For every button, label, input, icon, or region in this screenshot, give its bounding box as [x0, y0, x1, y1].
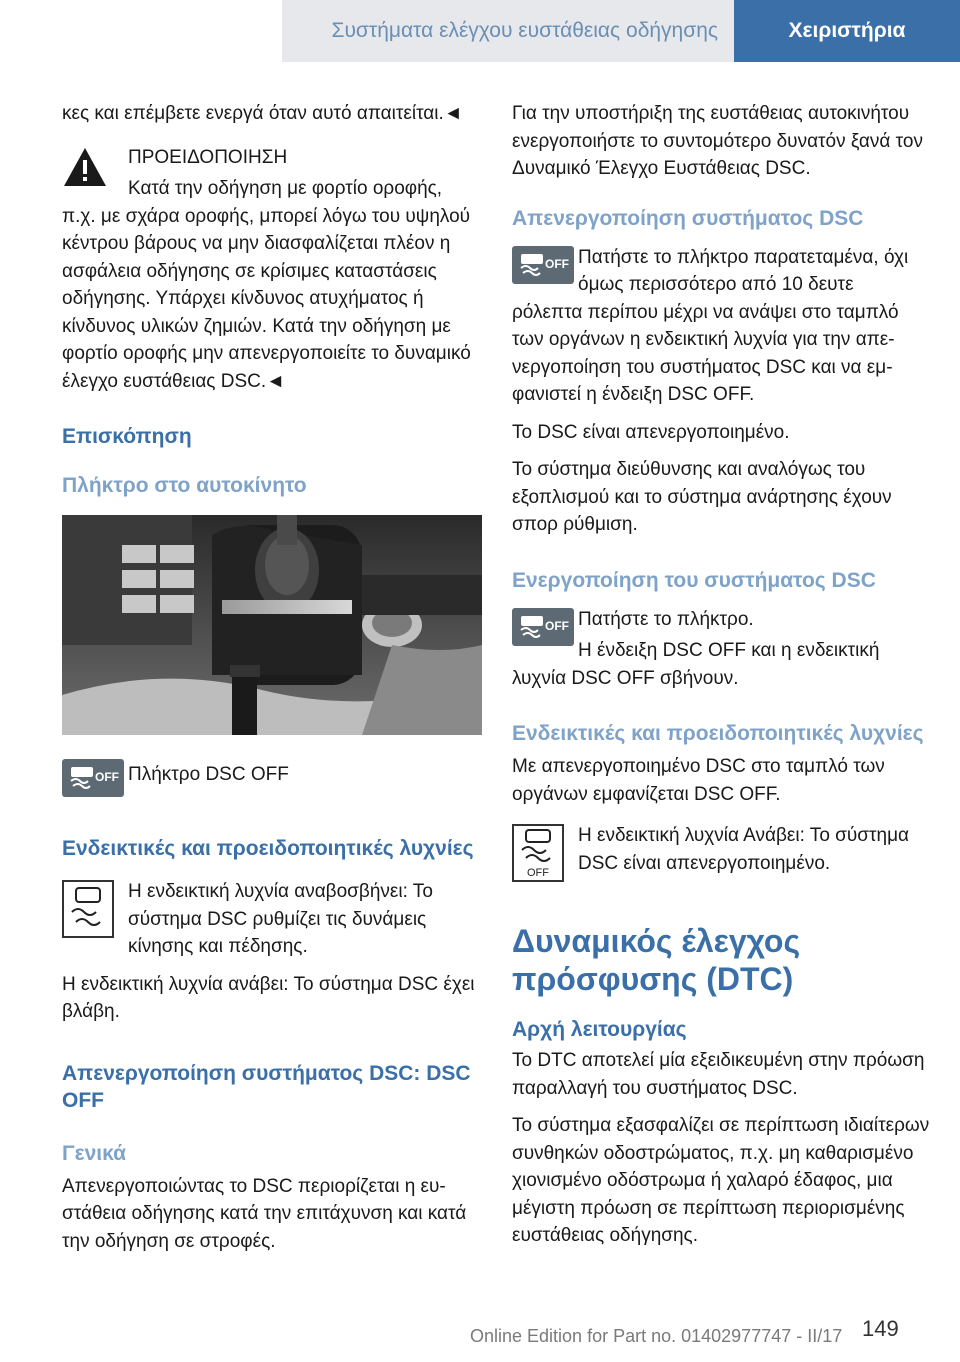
dsc-lamp-icon — [62, 880, 114, 938]
page-header — [0, 0, 960, 62]
deactivate-text: ρόλεπτα περίπου μέχρι να ανάψει στο ταμπλό των οργάνων η ενδεικτική λυχνία για την απενεργοποίηση του συστήματος DSC και να εμφανιστεί η ένδειξη DSC OFF. — [512, 301, 899, 405]
lamp-flash-text: Η ενδεικτική λυχνία αναβοσβήνει: Το σύστημα DSC ρυθμίζει τις δυνάμεις κίνησης και πέδησης. — [128, 881, 433, 957]
chapter-tab[interactable]: Χειριστήρια — [734, 0, 960, 62]
heading-dtc: Δυναμικός έλεγχος πρόσφυσης (DTC) — [512, 923, 801, 997]
off-label: OFF — [95, 770, 119, 784]
dsc-off-button-icon — [62, 759, 124, 797]
lamp-flash-row — [62, 878, 482, 961]
dsc-button-row — [62, 757, 482, 801]
dsc-off-button-icon — [512, 608, 574, 646]
warning-title: ΠΡΟΕΙΔΟΠΟΙΗΣΗ — [128, 146, 288, 168]
steering-text: Το σύστημα διεύθυνσης και αναλόγως του εξοπλισμού και το σύστημα ανάρτησης έχουν σπορ ρύθμιση. — [512, 459, 892, 535]
principle-text: Το DTC αποτελεί μία εξειδικευμένη στην πρόωση παραλλαγή του συστήματος DSC. — [512, 1050, 925, 1099]
edition-footer: Online Edition for Part no. 01402977747 - II/17 — [470, 1326, 843, 1346]
heading-deactivate-dsc-off: Απενεργοποίηση συστήματος DSC: DSC OFF — [62, 1061, 471, 1112]
activate-row — [512, 606, 932, 693]
left-column — [62, 100, 482, 1265]
section-title: Συστήματα ελέγχου ευστάθειας οδήγησης — [282, 0, 734, 62]
dsc-off-button-icon — [512, 246, 574, 284]
heading-general: Γενικά — [62, 1141, 127, 1165]
heading-overview: Επισκόπηση — [62, 425, 192, 448]
activate-press-text: Πατήστε το πλήκτρο. — [578, 608, 754, 630]
off-label: OFF — [545, 256, 569, 271]
heading-principle: Αρχή λειτουργίας — [512, 1018, 687, 1041]
page-number: 149 — [862, 1316, 899, 1341]
deactivate-first-text: Πατήστε το πλήκτρο παρατεταμένα, όχι όμως περισσότερο από 10 δευτε — [578, 246, 909, 295]
dsc-off-lamp-icon — [512, 824, 564, 882]
off-label: OFF — [527, 867, 549, 879]
lamp-on-text: Η ενδεικτική λυχνία ανάβει: Το σύστημα DSC έχει βλάβη. — [62, 973, 475, 1022]
warning-icon — [62, 146, 108, 193]
heading-deactivate-dsc: Απενεργοποίηση συστήματος DSC — [512, 206, 864, 230]
indicator-text: Με απενεργοποιημένο DSC στο ταμπλό των οργάνων εμφανίζεται DSC OFF. — [512, 756, 885, 805]
intro-text: κες και επέμβετε ενεργά όταν αυτό απαιτείται.◄ — [62, 103, 463, 124]
dsc-button-caption: Πλήκτρο DSC OFF — [128, 764, 289, 785]
warning-text: π.χ. με σχάρα οροφής, μπορεί λόγω του υψηλού κέντρου βάρους να μην διασφαλίζεται πλέον η ασφάλεια οδήγησης σε κρίσιμες καταστάσεις οδήγησης. Υπάρχει κίνδυνος ατυχήματος ή κίνδυνος υλικών ζημιών. Κατά την οδήγηση με φορτίο οροφής μην απενεργοποιείτε το δυναμικό έλεγχο ευστάθειας DSC.◄ — [62, 205, 471, 392]
off-label: OFF — [545, 618, 569, 633]
heading-activate-dsc: Ενεργοποίηση του συστήματος DSC — [512, 568, 876, 592]
general-text: Απενεργοποιώντας το DSC περιορίζεται η ευστάθεια οδήγησης κατά την επιτάχυνση και κατά την οδήγηση σε στροφές. — [62, 1175, 467, 1252]
deactivated-text: Το DSC είναι απενεργοποιημένο. — [512, 421, 790, 443]
right-column — [512, 100, 932, 1260]
support-text: Για την υποστήριξη της ευστάθειας αυτοκινήτου ενεργοποιήστε το συντομότερο δυνατόν ξανά τον Δυναμικό Έλεγχο Ευστάθειας DSC. — [512, 103, 923, 179]
console-photo — [62, 515, 482, 735]
activate-first-text: Η ένδειξη DSC OFF και η ενδεικτική — [578, 640, 880, 661]
heading-indicator-lamps: Ενδεικτικές και προειδοποιητικές λυχνίες — [512, 722, 924, 745]
deactivate-row — [512, 244, 932, 409]
lamp-off-text: Η ενδεικτική λυχνία Ανάβει: Το σύστημα DSC είναι απενεργοποιημένο. — [578, 825, 910, 874]
heading-button-in-car: Πλήκτρο στο αυτοκίνητο — [62, 474, 307, 497]
warning-block — [62, 144, 482, 396]
conditions-text: Το σύστημα εξασφαλίζει σε περίπτωση ιδιαίτερων συνθηκών οδοστρώματος, π.χ. μη καθαρισμένο χιονισμένο οδόστρωμα ή χαλαρό έδαφος, μια μέγιστη πρόωση σε περίπτωση περιορισμένης ευστάθειας οδήγησης. — [512, 1115, 930, 1246]
warning-first-line: Κατά την οδήγηση με φορτίο οροφής, — [128, 178, 443, 199]
activate-text: λυχνία DSC OFF σβήνουν. — [512, 667, 739, 689]
lamp-off-row — [512, 822, 932, 880]
heading-indicator-lamps: Ενδεικτικές και προειδοποιητικές λυχνίες — [62, 837, 474, 860]
